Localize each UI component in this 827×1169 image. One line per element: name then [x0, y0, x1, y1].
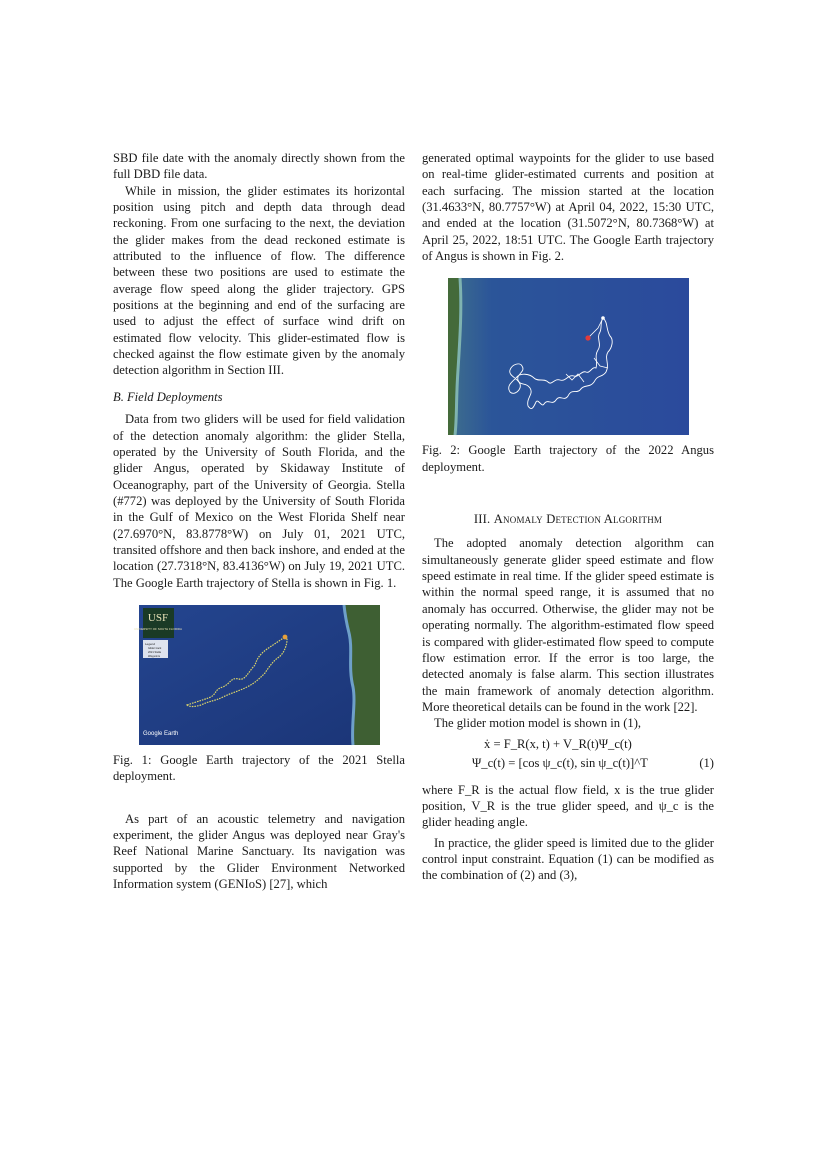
equation-number: (1)	[699, 755, 714, 770]
equation-line-2: Ψ_c(t) = [cos ψ_c(t), sin ψ_c(t)]^T	[472, 755, 648, 770]
paragraph: Data from two gliders will be used for field validation of the detection anomaly algorithm: the glider Stella, operated by the University of South Florida, and the glider Angus, operated by Skidaway Institute of Oceanography, part of the University of Georgia. Stella (#772) was deployed by the University of South Florida in the Gulf of Mexico on the West Florida Shelf near (27.6970°N, 83.8778°W) on July 01, 2021 UTC, transited offshore and then back inshore, and ended at the location (27.7318°N, 83.4136°W) on July 19, 2021 UTC. The Google Earth trajectory of Stella is shown in Fig. 1.	[113, 412, 405, 590]
legend-title: Legend	[144, 641, 155, 646]
paragraph: generated optimal waypoints for the glider to use based on real-time glider-estimated currents and position at each surfacing. The mission started at the location (31.4633°N, 80.7757°W) at April 04, 2022, 15:30 UTC, and ended at the location (31.5072°N, 80.7368°W) at April 25, 2022, 18:51 UTC. The Google Earth trajectory of Angus is shown in Fig. 2.	[422, 151, 714, 264]
right-column	[422, 150, 714, 884]
equation-1	[422, 736, 714, 776]
start-marker	[601, 317, 605, 321]
waypoint-marker	[282, 635, 287, 640]
paragraph: The adopted anomaly detection algorithm can simultaneously generate glider speed estimate and flow speed estimate in real time. If the glider speed estimate is within the normal speed range, it is assumed that no anomaly has occurred. Otherwise, the glider may not be operating normally. The algorithm-estimated flow speed is compared with glider-estimated flow speed to compute flow estimation error. If the error is too large, the detected anomaly is false alarm. This section illustrates the main framework of anomaly detection algorithm. More theoretical details can be found in the work [22].	[422, 536, 714, 714]
figure-1	[133, 605, 380, 745]
figure-2	[448, 278, 689, 435]
figure-1-caption: Fig. 1: Google Earth trajectory of the 2021 Stella deployment.	[113, 752, 405, 784]
paragraph: where F_R is the actual flow field, x is the true glider position, V_R is the true glider speed, and ψ_c is the glider heading angle.	[422, 782, 714, 830]
section-number: III.	[473, 512, 491, 527]
logo-text: USF	[147, 611, 168, 624]
section-title: Anomaly Detection Algorithm	[493, 512, 663, 527]
equation-line-1: ẋ = F_R(x, t) + V_R(t)Ψ_c(t)	[484, 736, 632, 751]
paragraph: As part of an acoustic telemetry and navigation experiment, the glider Angus was deployed near Gray's Reef National Marine Sanctuary. Its navigation was supported by the Glider Environment Networked Information system (GENIoS) [27], which	[113, 811, 405, 891]
legend-item: Glider track	[147, 646, 161, 650]
angus-trajectory-map	[448, 278, 689, 435]
paragraph: While in mission, the glider estimates its horizontal position using pitch and depth data through dead reckoning. From one surfacing to the next, the deviation the glider makes from the dead reckoned estimate is attributed to the influence of flow. The difference between these two positions are used to estimate the average flow speed along the glider trajectory. GPS positions at the beginning and end of the surfacing are used to adjust the effect of surface wind drift on estimated flow velocity. This glider-estimated flow is checked against the flow estimate given by the anomaly detection algorithm in Section III.	[113, 183, 405, 378]
stella-trajectory-map	[133, 605, 380, 745]
left-column	[113, 150, 405, 892]
end-marker	[585, 336, 590, 341]
logo-subtext: UNIVERSITY OF SOUTH FLORIDA	[133, 626, 182, 631]
paragraph: SBD file date with the anomaly directly shown from the full DBD file data.	[113, 151, 405, 182]
section-heading	[422, 511, 714, 527]
watermark: Google Earth	[142, 730, 178, 737]
legend-item: 2021 Stella	[147, 650, 161, 654]
paragraph: The glider motion model is shown in (1),	[434, 716, 642, 731]
paragraph: In practice, the glider speed is limited due to the glider control input constraint. Equation (1) can be modified as the combination of (2) and (3),	[422, 835, 714, 883]
subsection-heading: B. Field Deployments	[113, 389, 223, 404]
legend-item: Waypoints	[147, 654, 160, 658]
figure-2-caption: Fig. 2: Google Earth trajectory of the 2022 Angus deployment.	[422, 443, 714, 474]
